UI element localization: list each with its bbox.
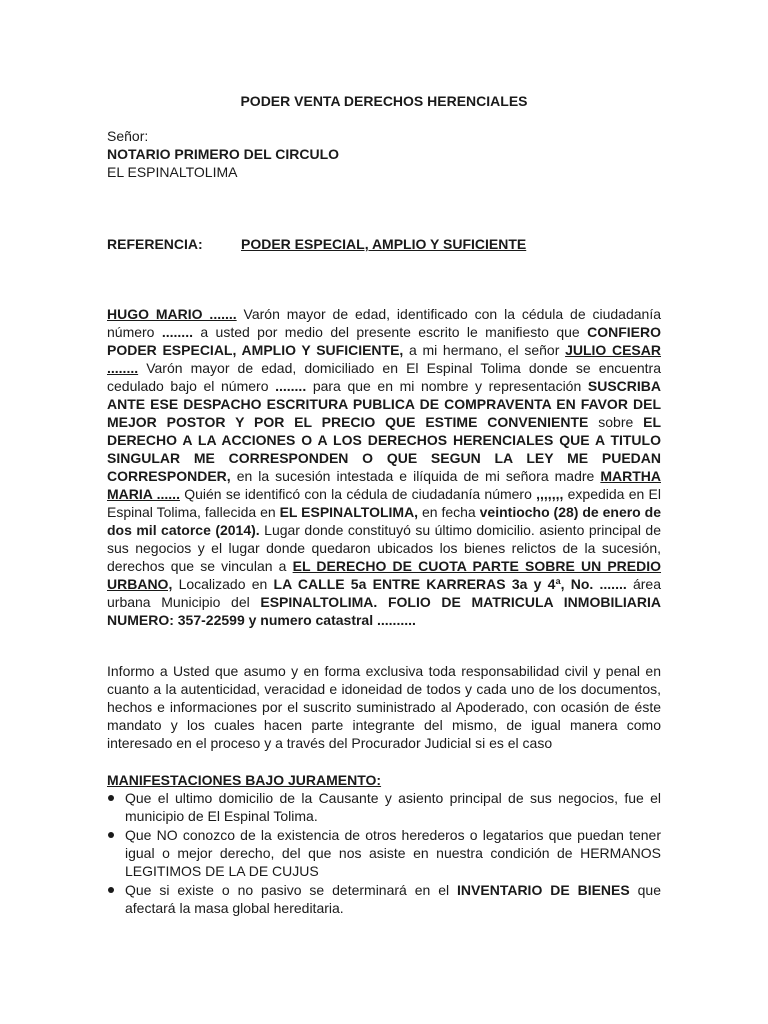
salutation: Señor:: [107, 128, 149, 144]
body-text: en fecha: [418, 504, 480, 520]
deceased-id: ,,,,,,,: [536, 486, 564, 502]
body-text: Varón mayor de edad, identificado con la cédula de ciudadanía número: [107, 306, 661, 340]
body-text: a usted por medio del presente escrito le manifiesto que: [192, 324, 588, 340]
body-text: en la sucesión intestada e ilíquida de mi señora madre: [230, 468, 601, 484]
bullet-icon: [108, 795, 114, 801]
power-grant: CONFIERO PODER ESPECIAL, AMPLIO Y SUFICIENTE,: [107, 324, 661, 358]
property-registry: ESPINALTOLIMA. FOLIO DE MATRICULA INMOBILIARIA NUMERO: 357-22599 y numero catastral ..........: [107, 594, 661, 628]
list-item: [107, 881, 661, 917]
main-paragraph: [107, 305, 661, 629]
reference-label: REFERENCIA:: [107, 236, 203, 252]
body-text: expedida en El Espinal Tolima, fallecida en: [107, 486, 661, 520]
manifestaciones-list: [107, 789, 661, 918]
reference-value: PODER ESPECIAL, AMPLIO Y SUFICIENTE: [241, 236, 527, 252]
body-text: Quién se identificó con la cédula de ciudadanía número: [179, 486, 537, 502]
list-item-text: Que NO conozco de la existencia de otros herederos o legatarios que puedan tener igual o mejor derecho, del que nos asiste en nuestra condición de HERMANOS LEGITIMOS DE LA DE CUJUS: [125, 827, 661, 879]
document-title: PODER VENTA DERECHOS HERENCIALES: [240, 93, 528, 109]
property-right: EL DERECHO DE CUOTA PARTE SOBRE UN PREDIO URBANO,: [107, 558, 662, 592]
grantor-name: HUGO MARIO .......: [107, 306, 237, 322]
manifestaciones-heading: MANIFESTACIONES BAJO JURAMENTO:: [107, 772, 382, 788]
list-item: [107, 826, 661, 880]
body-text: para que en mi nombre y representación: [306, 378, 588, 394]
attorney-name: JULIO CESAR ........: [107, 342, 661, 376]
notary-city: EL ESPINALTOLIMA: [107, 164, 238, 180]
inventory-term: INVENTARIO DE BIENES: [457, 882, 630, 898]
bullet-icon: [108, 832, 114, 838]
notary-name: NOTARIO PRIMERO DEL CIRCULO: [107, 146, 340, 162]
body-text: Varón mayor de edad, domiciliado en El Espinal Tolima donde se encuentra cedulado bajo el número: [107, 360, 661, 394]
attorney-id: ........: [275, 378, 307, 394]
deceased-name: MARTHA MARIA ......: [107, 468, 661, 502]
property-address: LA CALLE 5a ENTRE KARRERAS 3a y 4ª, No. .......: [273, 576, 627, 592]
list-item-text: que afectará la masa global hereditaria.: [125, 882, 662, 916]
list-item: [107, 789, 661, 825]
body-text: Localizado en: [172, 576, 274, 592]
death-date: veintiocho (28) de enero de dos mil catorce (2014).: [107, 504, 661, 538]
inheritance-rights: EL DERECHO A LA ACCIONES O A LOS DERECHOS HERENCIALES QUE A TITULO SINGULAR ME CORRESPONDEN O QUE SEGUN LA LEY ME PUEDAN CORRESPONDER,: [107, 414, 661, 484]
sale-instruction: SUSCRIBA ANTE ESE DESPACHO ESCRITURA PUBLICA DE COMPRAVENTA EN FAVOR DEL MEJOR POSTOR Y POR EL PRECIO QUE ESTIME CONVENIENTE: [107, 378, 661, 430]
list-item-text: Que si existe o no pasivo se determinará en el: [125, 882, 458, 898]
body-text: sobre: [588, 414, 644, 430]
body-text: Lugar donde constituyó su último domicilio. asiento principal de sus negocios y el lugar donde quedaron ubicados los bienes relictos de la sucesión, derechos que se vinculan a: [107, 522, 661, 574]
body-text: área urbana Municipio del: [107, 576, 661, 610]
bullet-icon: [108, 887, 114, 893]
death-place: EL ESPINALTOLIMA,: [279, 504, 419, 520]
list-item-text: Que el ultimo domicilio de la Causante y asiento principal de sus negocios, fue el municipio de El Espinal Tolima.: [125, 790, 661, 824]
body-text: a mi hermano, el señor: [403, 342, 566, 358]
responsibility-paragraph: Informo a Usted que asumo y en forma exclusiva toda responsabilidad civil y penal en cuanto a la autenticidad, veracidad e idoneidad de todos y cada uno de los documentos, hechos e informaciones por el suscrito suministrado al Apoderado, con ocasión de éste mandato y los cuales hacen parte integrante del mismo, de igual manera como interesado en el proceso y a través del Procurador Judicial si es el caso: [107, 663, 661, 751]
grantor-id: ........: [161, 324, 193, 340]
